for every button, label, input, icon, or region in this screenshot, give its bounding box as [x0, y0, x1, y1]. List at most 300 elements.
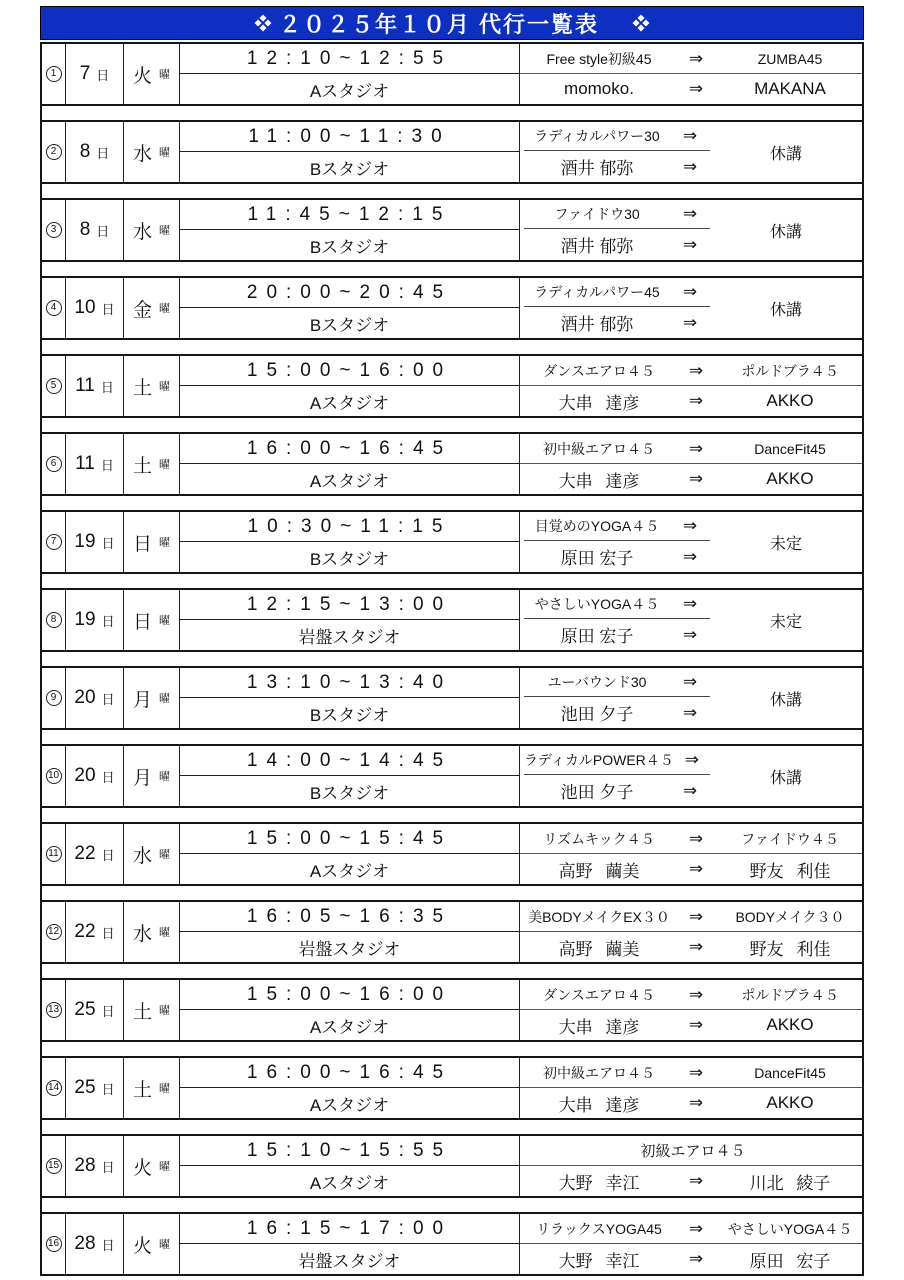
row-separator	[40, 418, 864, 432]
instructor-after: 野友 利佳	[749, 861, 831, 881]
substitution-left-block	[520, 512, 710, 572]
class-before: 初中級エアロ４５	[543, 440, 655, 457]
day-number: 8	[79, 219, 91, 240]
instructor-after: AKKO	[766, 1015, 814, 1034]
entry-weekday-cell	[124, 902, 180, 962]
time-range: 15:10~15:55	[180, 1136, 519, 1166]
class-substitution-row	[520, 44, 862, 74]
table-row	[40, 822, 864, 886]
row-separator	[40, 1042, 864, 1056]
time-studio-cell	[180, 902, 520, 962]
arrow-icon: ⇒	[688, 1093, 704, 1112]
time-range: 16:00~16:45	[180, 1058, 519, 1088]
table-row	[40, 978, 864, 1042]
time-studio-cell	[180, 668, 520, 728]
weekday-unit-label: 曜	[159, 381, 170, 393]
time-studio-cell	[180, 590, 520, 650]
entry-number-cell	[42, 746, 66, 806]
table-row	[40, 666, 864, 730]
weekday-kanji: 金	[132, 299, 152, 321]
row-separator	[40, 184, 864, 198]
title-bar	[40, 6, 864, 40]
weekday-kanji: 土	[132, 1001, 152, 1023]
entry-date-cell	[66, 824, 124, 884]
arrow-icon: ⇒	[688, 391, 704, 410]
weekday-kanji: 土	[132, 377, 152, 399]
entry-date-cell	[66, 902, 124, 962]
studio-name: Bスタジオ	[309, 315, 390, 335]
day-unit-label: 日	[101, 769, 115, 785]
studio-name: Bスタジオ	[309, 159, 390, 179]
substitution-cell	[520, 356, 862, 416]
entry-number-badge: 6	[46, 456, 62, 472]
day-number: 11	[75, 453, 95, 474]
day-unit-label: 日	[96, 223, 110, 239]
instructor-before: 酒井 郁弥	[560, 237, 634, 257]
class-after: ポルドブラ４５	[741, 986, 839, 1003]
table-row	[40, 42, 864, 106]
class-after: ZUMBA45	[757, 50, 823, 67]
entry-number-cell	[42, 590, 66, 650]
instructor-before: 大串 達彦	[558, 1017, 640, 1037]
table-row	[40, 900, 864, 964]
entry-number-cell	[42, 122, 66, 182]
entry-date-cell	[66, 668, 124, 728]
entry-weekday-cell	[124, 200, 180, 260]
instructor-substitution-row	[520, 464, 862, 494]
weekday-unit-label: 曜	[159, 1161, 170, 1173]
time-studio-cell	[180, 278, 520, 338]
instructor-row	[524, 229, 710, 260]
class-name: 初級エアロ４５	[640, 1143, 746, 1160]
arrow-icon: ⇒	[688, 438, 704, 458]
row-separator	[40, 652, 864, 666]
entry-date-cell	[66, 590, 124, 650]
weekday-kanji: 火	[132, 1235, 152, 1257]
class-row	[524, 668, 710, 697]
time-studio-cell	[180, 1136, 520, 1196]
instructor-row	[524, 775, 710, 806]
class-row	[524, 200, 710, 229]
studio-name: Aスタジオ	[309, 1017, 390, 1037]
class-before: ダンスエアロ４５	[543, 986, 655, 1003]
arrow-icon: ⇒	[682, 546, 698, 566]
four-diamond-icon	[633, 15, 650, 32]
table-row	[40, 1056, 864, 1120]
arrow-icon: ⇒	[688, 859, 704, 878]
class-row	[524, 590, 710, 619]
entry-weekday-cell	[124, 1058, 180, 1118]
studio-name: Aスタジオ	[309, 861, 390, 881]
class-row	[524, 278, 710, 307]
class-substitution-row	[520, 902, 862, 932]
row-separator	[40, 808, 864, 822]
entry-number-cell	[42, 512, 66, 572]
arrow-icon: ⇒	[688, 360, 704, 380]
row-separator	[40, 496, 864, 510]
class-row	[524, 746, 710, 775]
studio-name: 岩盤スタジオ	[298, 1251, 401, 1271]
class-substitution-row	[520, 1058, 862, 1088]
table-row	[40, 120, 864, 184]
status-label: 未定	[769, 535, 802, 553]
day-number: 19	[74, 531, 96, 552]
time-studio-cell	[180, 1058, 520, 1118]
entry-number-badge: 8	[46, 612, 62, 628]
entry-number-cell	[42, 1058, 66, 1118]
entry-number-badge: 15	[46, 1158, 62, 1174]
entry-weekday-cell	[124, 278, 180, 338]
time-range: 16:05~16:35	[180, 902, 519, 932]
studio-name: Aスタジオ	[309, 393, 390, 413]
table-row	[40, 276, 864, 340]
entry-date-cell	[66, 512, 124, 572]
table-row	[40, 1134, 864, 1198]
instructor-substitution-row	[520, 854, 862, 884]
weekday-kanji: 日	[132, 533, 152, 555]
instructor-row	[524, 307, 710, 338]
studio-name: Bスタジオ	[309, 705, 390, 725]
day-number: 19	[74, 609, 96, 630]
day-number: 10	[74, 297, 96, 318]
time-range: 15:00~16:00	[180, 356, 519, 386]
instructor-before: 原田 宏子	[560, 549, 634, 569]
status-label: 未定	[769, 613, 802, 631]
entry-date-cell	[66, 980, 124, 1040]
time-studio-cell	[180, 512, 520, 572]
day-unit-label: 日	[100, 457, 114, 473]
instructor-row	[524, 697, 710, 728]
entry-number-cell	[42, 902, 66, 962]
entry-date-cell	[66, 1058, 124, 1118]
arrow-icon: ⇒	[688, 1062, 704, 1082]
instructor-before: 酒井 郁弥	[560, 315, 634, 335]
day-number: 8	[79, 141, 91, 162]
arrow-icon: ⇒	[682, 156, 698, 176]
class-before: やさしいYOGA４５	[534, 596, 660, 613]
time-studio-cell	[180, 122, 520, 182]
entry-weekday-cell	[124, 980, 180, 1040]
time-range: 15:00~15:45	[180, 824, 519, 854]
day-number: 20	[74, 687, 96, 708]
studio-name: Aスタジオ	[309, 81, 390, 101]
row-separator	[40, 106, 864, 120]
row-separator	[40, 730, 864, 744]
arrow-icon: ⇒	[688, 1171, 704, 1190]
day-unit-label: 日	[101, 925, 115, 941]
instructor-after: MAKANA	[754, 79, 826, 98]
status-label: 休講	[769, 145, 802, 163]
entry-number-badge: 2	[46, 144, 62, 160]
instructor-after: 野友 利佳	[749, 939, 831, 959]
arrow-icon: ⇒	[688, 1218, 704, 1238]
instructor-row	[524, 619, 710, 650]
weekday-kanji: 月	[132, 689, 152, 711]
instructor-after: 原田 宏子	[749, 1251, 831, 1271]
instructor-after: 川北 綾子	[749, 1173, 831, 1193]
entry-weekday-cell	[124, 1214, 180, 1274]
entry-number-cell	[42, 356, 66, 416]
time-studio-cell	[180, 44, 520, 104]
time-studio-cell	[180, 980, 520, 1040]
time-range: 12:10~12:55	[180, 44, 519, 74]
class-before: 目覚めのYOGA４５	[534, 518, 660, 535]
time-range: 13:10~13:40	[180, 668, 519, 698]
substitution-cell	[520, 1136, 862, 1196]
arrow-icon: ⇒	[684, 750, 700, 770]
day-unit-label: 日	[101, 1159, 115, 1175]
entry-number-cell	[42, 824, 66, 884]
day-unit-label: 日	[101, 613, 115, 629]
substitution-left-block	[520, 668, 710, 728]
class-before: リズムキック４５	[543, 830, 655, 847]
weekday-unit-label: 曜	[159, 615, 170, 627]
entry-date-cell	[66, 122, 124, 182]
entry-number-badge: 14	[46, 1080, 62, 1096]
entry-weekday-cell	[124, 44, 180, 104]
arrow-icon: ⇒	[688, 79, 704, 98]
weekday-kanji: 火	[132, 1157, 152, 1179]
substitution-cell	[520, 512, 862, 572]
class-after: DanceFit45	[754, 440, 826, 457]
entry-date-cell	[66, 200, 124, 260]
substitution-cell	[520, 278, 862, 338]
weekday-kanji: 土	[132, 1079, 152, 1101]
arrow-icon: ⇒	[682, 516, 698, 536]
instructor-substitution-row	[520, 74, 862, 104]
arrow-icon: ⇒	[682, 672, 698, 692]
studio-name: Aスタジオ	[309, 1095, 390, 1115]
status-label: 休講	[769, 301, 802, 319]
instructor-before: 池田 夕子	[560, 705, 634, 725]
table-row	[40, 198, 864, 262]
entry-number-badge: 13	[46, 1002, 62, 1018]
instructor-row	[524, 151, 710, 182]
class-after: DanceFit45	[754, 1064, 826, 1081]
arrow-icon: ⇒	[688, 937, 704, 956]
day-number: 28	[74, 1233, 96, 1254]
entry-weekday-cell	[124, 746, 180, 806]
substitution-cell	[520, 200, 862, 260]
instructor-substitution-row	[520, 1244, 862, 1274]
arrow-icon: ⇒	[688, 984, 704, 1004]
day-unit-label: 日	[101, 1237, 115, 1253]
entry-weekday-cell	[124, 824, 180, 884]
weekday-kanji: 水	[132, 923, 152, 945]
weekday-unit-label: 曜	[159, 771, 170, 783]
substitution-cell	[520, 668, 862, 728]
arrow-icon: ⇒	[682, 594, 698, 614]
weekday-unit-label: 曜	[159, 927, 170, 939]
substitution-cell	[520, 746, 862, 806]
studio-name: Bスタジオ	[309, 549, 390, 569]
arrow-icon: ⇒	[688, 469, 704, 488]
weekday-unit-label: 曜	[159, 303, 170, 315]
time-studio-cell	[180, 356, 520, 416]
status-label: 休講	[769, 691, 802, 709]
class-row	[520, 1136, 862, 1166]
row-separator	[40, 964, 864, 978]
arrow-icon: ⇒	[682, 780, 698, 800]
studio-name: Bスタジオ	[309, 783, 390, 803]
weekday-unit-label: 曜	[159, 147, 170, 159]
instructor-after: AKKO	[766, 469, 814, 488]
instructor-row	[524, 541, 710, 572]
substitution-left-block	[520, 278, 710, 338]
instructor-before: momoko.	[564, 79, 634, 98]
entry-number-badge: 10	[46, 768, 62, 784]
entry-number-badge: 1	[46, 66, 62, 82]
weekday-kanji: 水	[132, 845, 152, 867]
entry-date-cell	[66, 278, 124, 338]
substitution-left-block	[520, 122, 710, 182]
class-after: BODYメイク３０	[735, 908, 845, 925]
entry-number-badge: 3	[46, 222, 62, 238]
arrow-icon: ⇒	[682, 624, 698, 644]
weekday-kanji: 土	[132, 455, 152, 477]
arrow-icon: ⇒	[682, 312, 698, 332]
table-row	[40, 432, 864, 496]
instructor-before: 高野 繭美	[558, 861, 640, 881]
weekday-unit-label: 曜	[159, 459, 170, 471]
weekday-kanji: 月	[132, 767, 152, 789]
class-row	[524, 122, 710, 151]
status-label: 休講	[769, 223, 802, 241]
substitution-cell	[520, 1214, 862, 1274]
substitution-left-block	[520, 590, 710, 650]
entry-weekday-cell	[124, 512, 180, 572]
arrow-icon: ⇒	[682, 204, 698, 224]
substitution-left-block	[520, 200, 710, 260]
weekday-kanji: 水	[132, 143, 152, 165]
instructor-before: 酒井 郁弥	[560, 159, 634, 179]
class-after: ファイドウ４５	[741, 830, 839, 847]
class-before: ラディカルパワー30	[534, 128, 660, 145]
studio-name: Aスタジオ	[309, 1173, 390, 1193]
day-number: 22	[74, 843, 96, 864]
instructor-before: 大串 達彦	[558, 393, 640, 413]
time-range: 20:00~20:45	[180, 278, 519, 308]
substitution-cell	[520, 434, 862, 494]
entry-weekday-cell	[124, 668, 180, 728]
substitution-cell	[520, 122, 862, 182]
class-substitution-row	[520, 356, 862, 386]
arrow-icon: ⇒	[688, 48, 704, 68]
class-before: Free style初級45	[546, 50, 652, 67]
day-number: 11	[75, 375, 95, 396]
day-unit-label: 日	[96, 145, 110, 161]
page-title: ２０２５年１０月 代行一覧表	[278, 11, 600, 37]
row-separator	[40, 886, 864, 900]
entry-number-cell	[42, 434, 66, 494]
entry-number-cell	[42, 1136, 66, 1196]
row-separator	[40, 262, 864, 276]
day-unit-label: 日	[101, 535, 115, 551]
time-range: 15:00~16:00	[180, 980, 519, 1010]
time-range: 16:00~16:45	[180, 434, 519, 464]
class-substitution-row	[520, 1214, 862, 1244]
substitution-cell	[520, 1058, 862, 1118]
entry-weekday-cell	[124, 434, 180, 494]
day-unit-label: 日	[101, 1081, 115, 1097]
studio-name: Bスタジオ	[309, 237, 390, 257]
class-substitution-row	[520, 980, 862, 1010]
arrow-icon: ⇒	[688, 1249, 704, 1268]
entry-weekday-cell	[124, 590, 180, 650]
instructor-before: 大串 達彦	[558, 471, 640, 491]
instructor-after: AKKO	[766, 1093, 814, 1112]
entry-date-cell	[66, 44, 124, 104]
weekday-unit-label: 曜	[159, 1083, 170, 1095]
weekday-kanji: 火	[132, 65, 152, 87]
day-number: 28	[74, 1155, 96, 1176]
entry-number-badge: 4	[46, 300, 62, 316]
substitution-cell	[520, 590, 862, 650]
day-number: 20	[74, 765, 96, 786]
entry-number-badge: 16	[46, 1236, 62, 1252]
entry-number-badge: 7	[46, 534, 62, 550]
weekday-unit-label: 曜	[159, 69, 170, 81]
instructor-before: 大野 幸江	[558, 1173, 640, 1193]
class-before: ユーバウンド30	[547, 674, 647, 691]
day-unit-label: 日	[101, 691, 115, 707]
instructor-before: 池田 夕子	[560, 783, 634, 803]
substitution-cell	[520, 902, 862, 962]
class-before: 初中級エアロ４５	[543, 1064, 655, 1081]
class-before: ファイドウ30	[554, 206, 640, 223]
time-range: 14:00~14:45	[180, 746, 519, 776]
weekday-kanji: 水	[132, 221, 152, 243]
instructor-substitution-row	[520, 1166, 862, 1196]
entry-number-badge: 9	[46, 690, 62, 706]
arrow-icon: ⇒	[688, 906, 704, 926]
entry-date-cell	[66, 1136, 124, 1196]
instructor-substitution-row	[520, 1010, 862, 1040]
substitution-cell	[520, 980, 862, 1040]
entry-weekday-cell	[124, 356, 180, 416]
entry-number-cell	[42, 1214, 66, 1274]
class-substitution-row	[520, 434, 862, 464]
entry-number-cell	[42, 278, 66, 338]
schedule-table	[40, 42, 864, 1276]
instructor-before: 大野 幸江	[558, 1251, 640, 1271]
entry-weekday-cell	[124, 1136, 180, 1196]
instructor-substitution-row	[520, 932, 862, 962]
entry-number-badge: 11	[46, 846, 62, 862]
studio-name: 岩盤スタジオ	[298, 627, 401, 647]
entry-number-badge: 12	[46, 924, 62, 940]
class-before: ラディカルパワー45	[534, 284, 660, 301]
arrow-icon: ⇒	[688, 1015, 704, 1034]
studio-name: Aスタジオ	[309, 471, 390, 491]
arrow-icon: ⇒	[682, 126, 698, 146]
time-studio-cell	[180, 824, 520, 884]
row-separator	[40, 574, 864, 588]
time-studio-cell	[180, 746, 520, 806]
class-before: 美BODYメイクEX３０	[528, 908, 670, 925]
weekday-unit-label: 曜	[159, 1239, 170, 1251]
weekday-unit-label: 曜	[159, 693, 170, 705]
arrow-icon: ⇒	[682, 234, 698, 254]
time-studio-cell	[180, 200, 520, 260]
four-diamond-icon	[254, 15, 271, 32]
arrow-icon: ⇒	[688, 828, 704, 848]
table-row	[40, 510, 864, 574]
row-separator	[40, 1120, 864, 1134]
time-range: 11:45~12:15	[180, 200, 519, 230]
time-studio-cell	[180, 1214, 520, 1274]
time-range: 11:00~11:30	[180, 122, 519, 152]
